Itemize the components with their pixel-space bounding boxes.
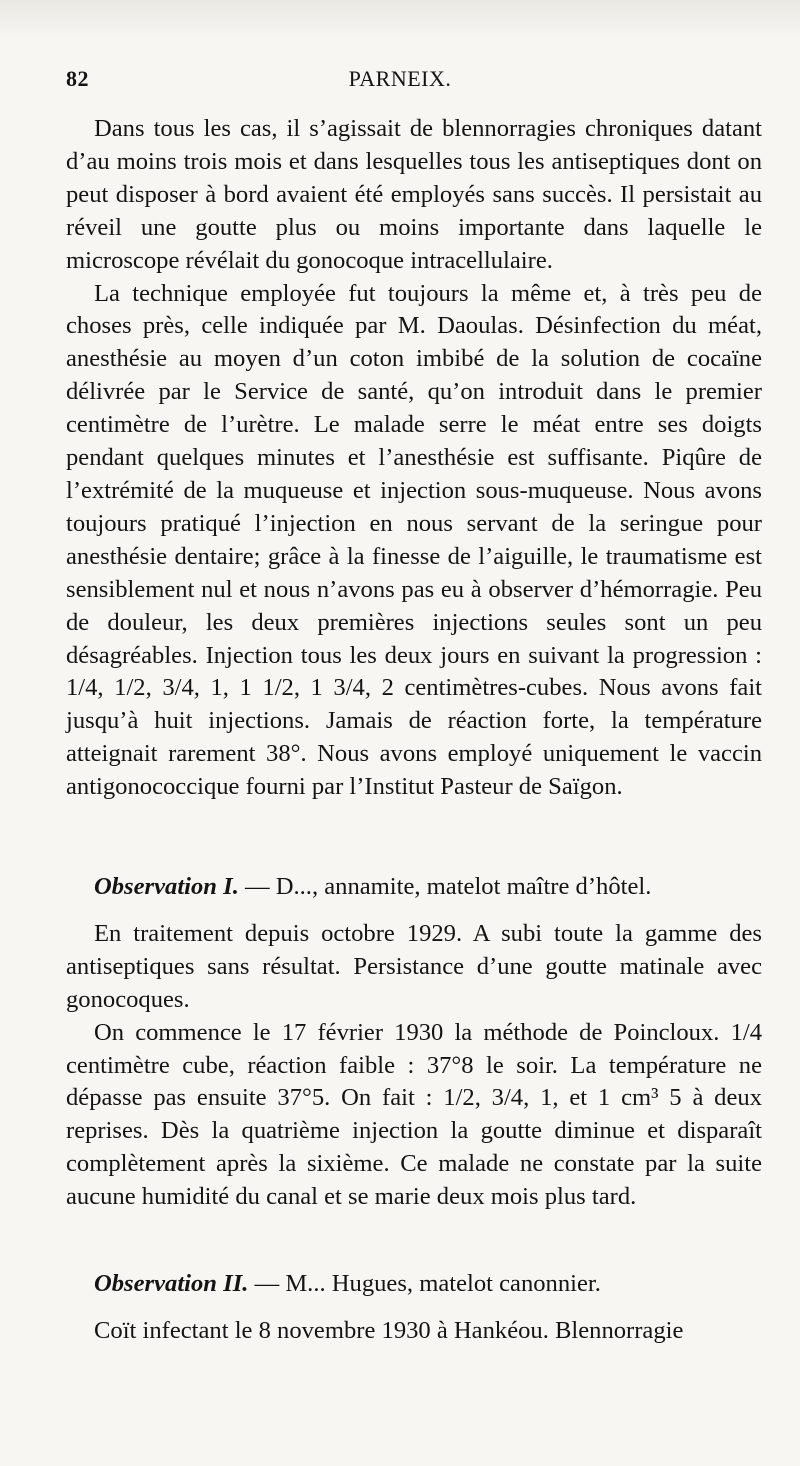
main-text <box>66 113 762 804</box>
paragraph-technique: La technique employée fut toujours la même et, à très peu de choses près, celle indiquée par M. Daoulas. Désinfection du méat, anesthésie au moyen d’un coton imbibé de la solution de cocaïne délivrée par le Service de santé, qu’on introduit dans le premier centimètre de l’urètre. Le malade serre le méat entre ses doigts pendant quelques minutes et l’anesthésie est suffisante. Piqûre de l’extrémité de la muqueuse et injection sous-muqueuse. Nous avons toujours pratiqué l’injection en nous servant de la seringue pour anesthésie dentaire; grâce à la finesse de l’aiguille, le traumatisme est sensiblement nul et nous n’avons pas eu à observer d’hémorragie. Peu de douleur, les deux premières injections seules sont un peu désagréables. Injection tous les deux jours en suivant la progression : 1/4, 1/2, 3/4, 1, 1 1/2, 1 3/4, 2 centimètres-cubes. Nous avons fait jusqu’à huit injections. Jamais de réaction forte, la température atteignait rarement 38°. Nous avons employé uniquement le vaccin antigonococcique fourni par l’Institut Pasteur de Saïgon. <box>66 279 762 801</box>
observation-1-paragraph-history: En traitement depuis octobre 1929. A subi toute la gamme des antiseptiques sans résultat. Persistance d’une goutte matinale avec gonocoques. <box>66 919 762 1013</box>
observation-2-subject: — M... Hugues, matelot canonnier. <box>248 1270 601 1297</box>
observation-2 <box>66 1268 762 1348</box>
observation-2-label: Observation II. <box>94 1270 249 1297</box>
observation-2-heading <box>66 1268 762 1301</box>
observation-1-subject: — D..., annamite, matelot maître d’hôtel. <box>238 873 652 900</box>
observation-1-label: Observation I. <box>94 873 239 900</box>
running-header <box>66 66 734 100</box>
observation-1 <box>66 871 762 1214</box>
observation-1-heading <box>66 871 762 904</box>
page-number: 82 <box>66 66 89 91</box>
observation-1-paragraph-treatment: On commence le 17 février 1930 la méthode de Poincloux. 1/4 centimètre cube, réaction faible : 37°8 le soir. La température ne dépasse pas ensuite 37°5. On fait : 1/2, 3/4, 1, et 1 cm³ 5 à deux reprises. Dès la quatrième injection la goutte diminue et disparaît complètement après la sixième. Ce malade ne constate par la suite aucune humidité du canal et se marie deux mois plus tard. <box>66 1018 762 1211</box>
running-title: PARNEIX. <box>348 66 452 91</box>
paragraph-cases: Dans tous les cas, il s’agissait de blennorragies chroniques datant d’au moins trois mois et dans lesquelles tous les antiseptiques dont on peut disposer à bord avaient été employés sans succès. Il persistait au réveil une goutte plus ou moins importante dans laquelle le microscope révélait du gonocoque intracellulaire. <box>66 115 762 274</box>
observation-2-paragraph-history: Coït infectant le 8 novembre 1930 à Hankéou. Blennorragie <box>94 1316 684 1344</box>
scan-edge <box>0 0 800 38</box>
